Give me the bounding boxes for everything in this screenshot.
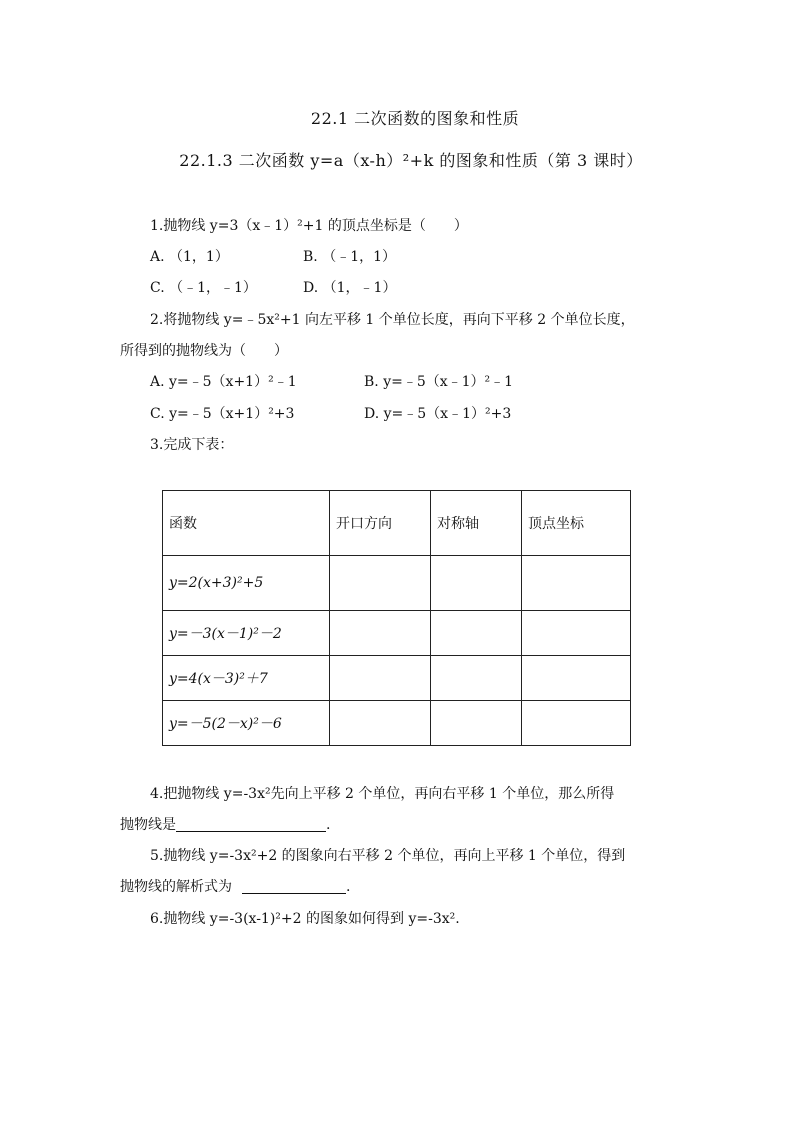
q1-option-a[interactable]: A. （1，1）	[150, 249, 229, 265]
function-cell: y=2(x+3)²+5	[163, 556, 330, 611]
q1-option-b[interactable]: B. （﹣1，1）	[303, 249, 397, 265]
q5-line1: 5.抛物线 y=-3x²+2 的图象向右平移 2 个单位，再向上平移 1 个单位，得到	[150, 848, 626, 864]
table-header-row	[163, 491, 631, 556]
answer-cell[interactable]	[431, 611, 522, 656]
answer-cell[interactable]	[330, 611, 431, 656]
function-cell: y=－5(2－x)²－6	[163, 701, 330, 746]
q2-option-a[interactable]: A. y=﹣5（x+1）²﹣1	[150, 374, 297, 390]
q4-line2-suffix: .	[326, 817, 331, 833]
table-header-cell: 顶点坐标	[522, 491, 631, 556]
answer-cell[interactable]	[522, 611, 631, 656]
q5-line2-suffix: .	[346, 879, 351, 895]
table-row	[163, 611, 631, 656]
q6-line1: 6.抛物线 y=-3(x-1)²+2 的图象如何得到 y=-3x².	[150, 911, 460, 927]
table-row	[163, 701, 631, 746]
table-row	[163, 656, 631, 701]
q2-option-c[interactable]: C. y=﹣5（x+1）²+3	[150, 406, 295, 422]
table-header-cell: 函数	[163, 491, 330, 556]
function-cell: y=－3(x－1)²－2	[163, 611, 330, 656]
page-title: 22.1 二次函数的图象和性质	[310, 109, 520, 128]
q1-stem: 1.抛物线 y=3（x﹣1）²+1 的顶点坐标是（ ）	[150, 218, 468, 234]
answer-cell[interactable]	[522, 556, 631, 611]
answer-cell[interactable]	[330, 556, 431, 611]
q5-line2-prefix: 抛物线的解析式为	[120, 879, 232, 895]
answer-cell[interactable]	[522, 656, 631, 701]
function-cell: y=4(x－3)²＋7	[163, 656, 330, 701]
q2-stem-line2: 所得到的抛物线为（ ）	[120, 343, 288, 359]
answer-cell[interactable]	[330, 701, 431, 746]
table-header-cell: 开口方向	[330, 491, 431, 556]
q4-answer-blank[interactable]	[176, 817, 326, 832]
q4-line2-prefix: 抛物线是	[120, 817, 176, 833]
table-header-cell: 对称轴	[431, 491, 522, 556]
q1-option-d[interactable]: D. （1，﹣1）	[303, 280, 397, 296]
answer-cell[interactable]	[522, 701, 631, 746]
q5-line2	[120, 877, 350, 897]
q1-option-c[interactable]: C. （﹣1，﹣1）	[150, 280, 257, 296]
page-subtitle: 22.1.3 二次函数 y=a（x-h）²+k 的图象和性质（第 3 课时）	[179, 151, 643, 170]
answer-cell[interactable]	[330, 656, 431, 701]
q3-table	[162, 490, 631, 746]
answer-cell[interactable]	[431, 701, 522, 746]
q2-stem-line1: 2.将抛物线 y=﹣5x²+1 向左平移 1 个单位长度，再向下平移 2 个单位长度，	[150, 312, 635, 328]
table-row	[163, 556, 631, 611]
q2-option-d[interactable]: D. y=﹣5（x﹣1）²+3	[364, 406, 512, 422]
q4-line2	[120, 815, 330, 835]
q5-answer-blank[interactable]	[242, 879, 346, 894]
q3-stem: 3.完成下表：	[150, 437, 234, 453]
q2-option-b[interactable]: B. y=﹣5（x﹣1）²﹣1	[364, 374, 514, 390]
answer-cell[interactable]	[431, 656, 522, 701]
q4-line1: 4.把抛物线 y=-3x²先向上平移 2 个单位，再向右平移 1 个单位，那么所得	[150, 786, 615, 802]
answer-cell[interactable]	[431, 556, 522, 611]
